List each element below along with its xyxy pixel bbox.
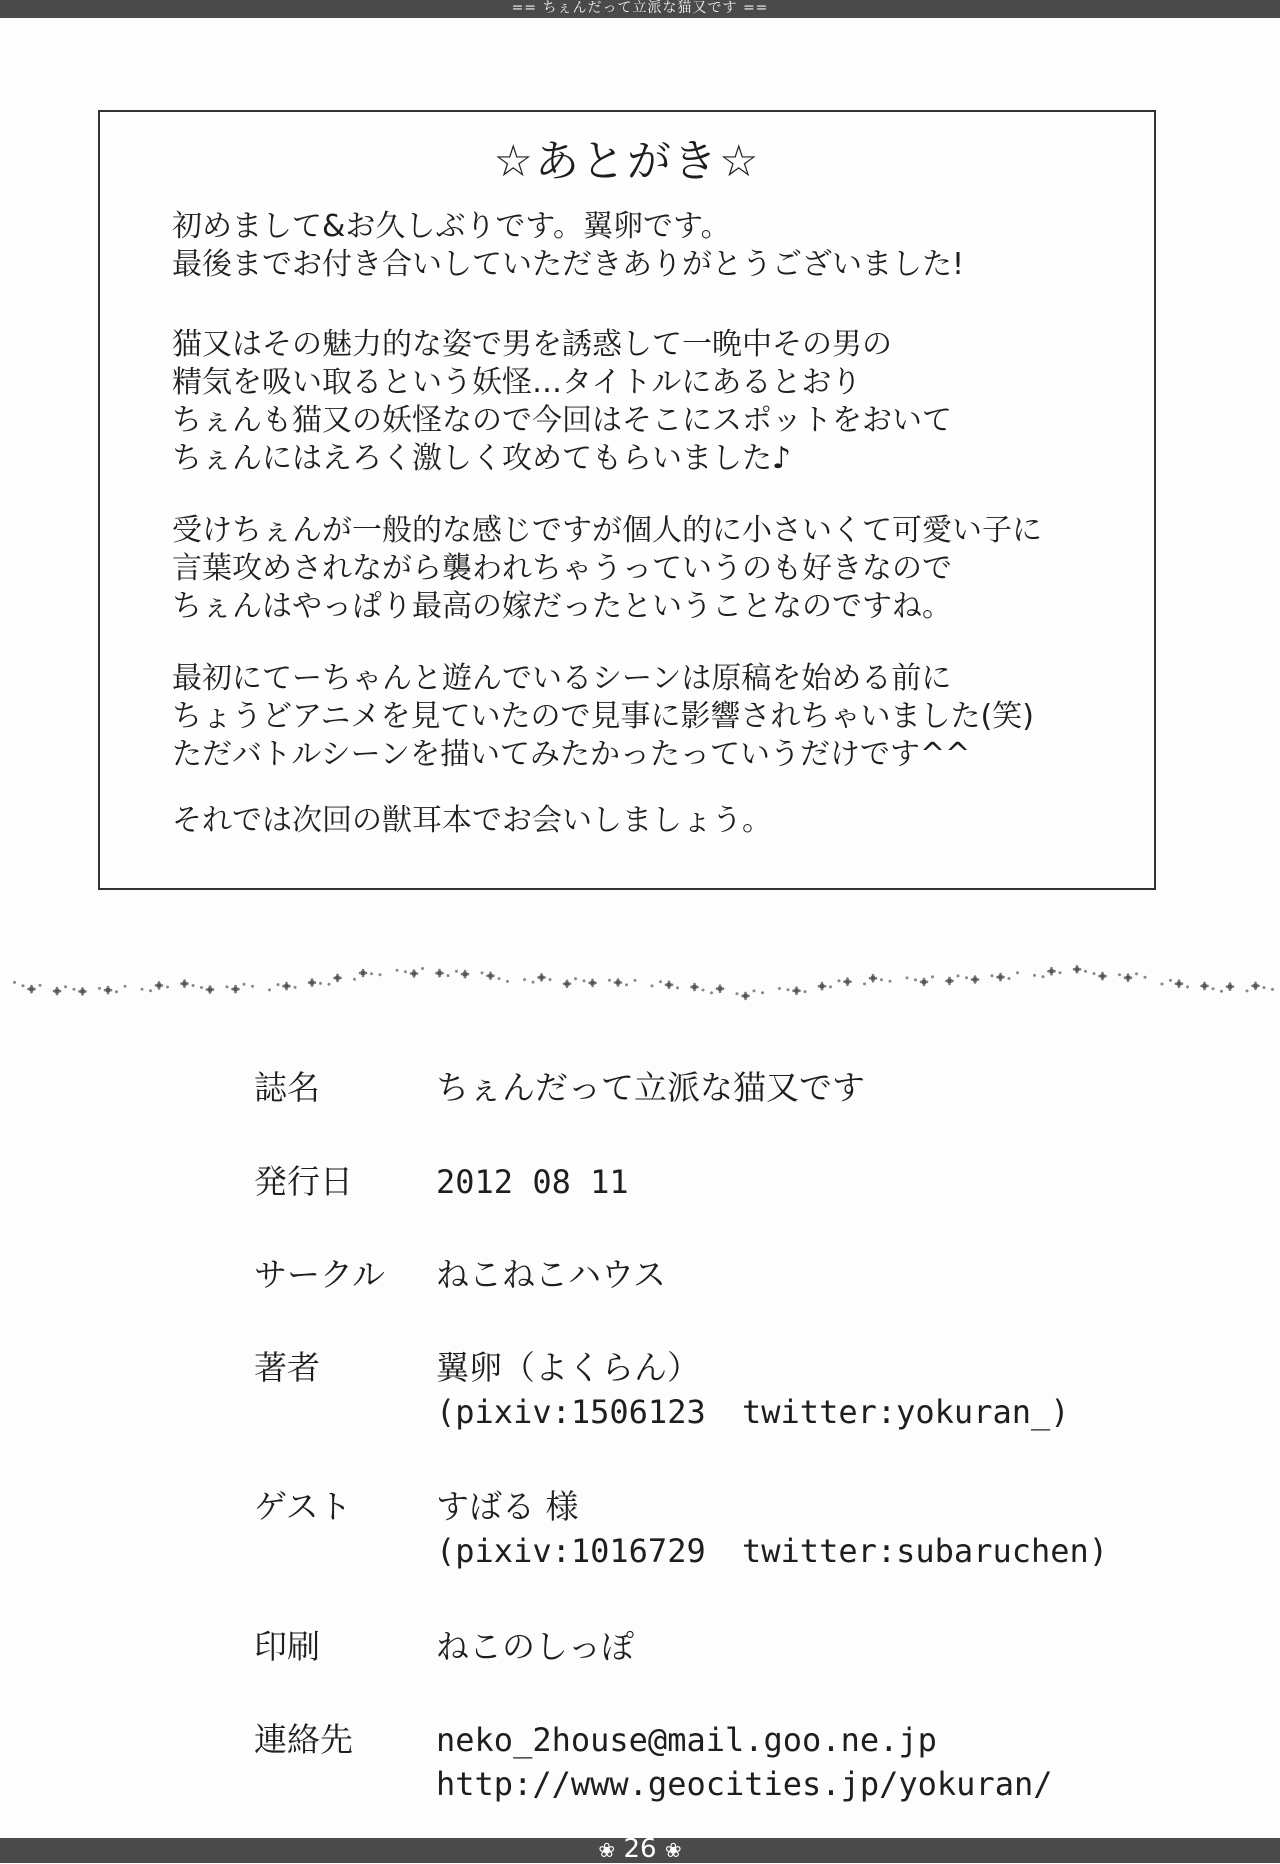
page-number-badge: [565, 1835, 715, 1863]
flower-petal: [486, 975, 489, 978]
flower-petal: [722, 987, 725, 990]
flower-petal: [543, 976, 546, 979]
flower-icon: [421, 967, 424, 970]
flower-icon: [22, 984, 25, 987]
flower-icon: [1135, 972, 1138, 975]
flower-petal: [872, 980, 875, 983]
flower-petal: [365, 972, 368, 975]
flower-icon: [880, 978, 883, 981]
flower-petal: [336, 980, 339, 983]
flower-petal: [591, 985, 594, 988]
flower-icon: [532, 981, 535, 984]
flower-petal: [1254, 982, 1257, 985]
flower-petal: [875, 977, 878, 980]
flower-petal: [846, 977, 849, 980]
flower-petal: [359, 972, 362, 975]
flower-petal: [155, 984, 158, 987]
flower-petal: [1127, 979, 1130, 982]
flower-icon: [523, 978, 526, 981]
flower-petal: [107, 992, 110, 995]
flower-petal: [1073, 968, 1076, 971]
flower-icon: [396, 969, 399, 972]
flower-petal: [948, 983, 951, 986]
paw-icon: ❀: [598, 1838, 616, 1862]
flower-icon: [889, 980, 892, 983]
flower-icon: [353, 978, 356, 981]
flower-icon: [651, 984, 654, 987]
guest-name: すばる 様: [436, 1487, 579, 1526]
paw-icon: ❀: [664, 1838, 682, 1862]
flower-petal: [311, 978, 314, 981]
flower-icon: [991, 974, 994, 977]
flower-petal: [846, 983, 849, 986]
flower-icon: [1042, 975, 1045, 978]
flower-petal: [920, 981, 923, 984]
flower-petal: [821, 988, 824, 991]
flower-petal: [614, 981, 617, 984]
flower-petal: [56, 993, 59, 996]
flower-petal: [56, 987, 59, 990]
flower-petal: [59, 990, 62, 993]
flower-petal: [569, 983, 572, 986]
flower-petal: [668, 987, 671, 990]
flower-petal: [81, 993, 84, 996]
flower-petal: [566, 986, 569, 989]
date-label: 発行日: [254, 1162, 353, 1201]
flower-petal: [996, 976, 999, 979]
author-name: 翼卵（よくらん）: [436, 1348, 700, 1387]
afterword-box: [98, 110, 1156, 890]
flower-petal: [438, 975, 441, 978]
flower-icon: [73, 988, 76, 991]
flower-icon: [200, 986, 203, 989]
flower-icon: [659, 980, 662, 983]
flower-icon: [1169, 979, 1172, 982]
flower-petal: [27, 988, 30, 991]
flower-petal: [209, 985, 212, 988]
flower-icon: [268, 988, 271, 991]
flower-petal: [1229, 988, 1232, 991]
flower-petal: [926, 981, 929, 984]
flower-petal: [410, 972, 413, 975]
flower-petal: [231, 988, 234, 991]
flower-icon: [98, 987, 101, 990]
flower-petal: [78, 990, 81, 993]
flower-icon: [753, 989, 756, 992]
flower-petal: [362, 969, 365, 972]
flower-petal: [158, 981, 161, 984]
flower-icon: [574, 977, 577, 980]
flower-petal: [1251, 985, 1254, 988]
flower-petal: [668, 981, 671, 984]
flower-petal: [869, 977, 872, 980]
flower-petal: [824, 985, 827, 988]
flower-icon: [506, 980, 509, 983]
flower-icon: [1093, 972, 1096, 975]
flower-petal: [186, 982, 189, 985]
flower-icon: [1033, 974, 1036, 977]
flower-icon: [549, 978, 552, 981]
flower-icon: [379, 973, 382, 976]
flower-petal: [1254, 988, 1257, 991]
flower-petal: [974, 975, 977, 978]
author-pixiv: (pixiv:1506123: [436, 1393, 706, 1431]
flower-petal: [945, 980, 948, 983]
contact-label: 連絡先: [254, 1720, 353, 1759]
afterword-paragraph: それでは次回の獣耳本でお会いしましょう。: [172, 803, 772, 838]
flower-petal: [288, 985, 291, 988]
flower-icon: [319, 982, 322, 985]
flower-icon: [1246, 989, 1249, 992]
flower-icon: [251, 985, 254, 988]
flower-icon: [957, 974, 960, 977]
flower-icon: [498, 977, 501, 980]
flower-icon: [965, 976, 968, 979]
flower-petal: [81, 987, 84, 990]
flower-petal: [696, 986, 699, 989]
flower-icon: [1161, 983, 1164, 986]
flower-icon: [1212, 987, 1215, 990]
flower-icon: [404, 970, 407, 973]
flower-petal: [285, 982, 288, 985]
flower-petal: [999, 973, 1002, 976]
flower-petal: [441, 972, 444, 975]
flower-petal: [435, 972, 438, 975]
flower-petal: [461, 973, 464, 976]
flower-petal: [821, 982, 824, 985]
flower-icon: [455, 970, 458, 973]
flower-petal: [872, 974, 875, 977]
flower-petal: [977, 978, 980, 981]
flower-icon: [1059, 971, 1062, 974]
flower-icon: [608, 979, 611, 982]
flower-icon: [166, 986, 169, 989]
flower-petal: [923, 978, 926, 981]
flower-petal: [209, 991, 212, 994]
flower-icon: [1084, 970, 1087, 973]
flower-petal: [617, 984, 620, 987]
circle-value: ねこねこハウス: [436, 1255, 667, 1294]
flower-petal: [110, 989, 113, 992]
flower-icon: [761, 991, 764, 994]
flower-petal: [234, 985, 237, 988]
flower-petal: [1200, 985, 1203, 988]
flower-icon: [328, 983, 331, 986]
flower-petal: [1079, 968, 1082, 971]
flower-icon: [243, 983, 246, 986]
flower-icon: [1271, 988, 1274, 991]
title-value: ちぇんだって立派な猫又です: [436, 1068, 865, 1107]
flower-petal: [566, 980, 569, 983]
flower-petal: [690, 986, 693, 989]
afterword-title: ☆あとがき☆: [493, 136, 761, 187]
flower-icon: [447, 974, 450, 977]
printer-value: ねこのしっぽ: [436, 1627, 634, 1666]
flower-petal: [183, 979, 186, 982]
date-value: 2012 08 11: [436, 1163, 629, 1201]
afterword-paragraph: 猫又はその魅力的な姿で男を誘惑して一晩中その男の 精気を吸い取るという妖怪…タイトルにあるとおり ちぇんも猫又の妖怪なので今回はそこにスポットをおいて ちぇんにはえろく激しく攻めてもらいました♪: [172, 327, 952, 476]
flower-petal: [333, 977, 336, 980]
flower-petal: [84, 990, 87, 993]
flower-petal: [540, 979, 543, 982]
flower-icon: [931, 975, 934, 978]
flower-icon: [277, 983, 280, 986]
afterword-paragraph: 初めまして&お久しぶりです。翼卵です。 最後までお付き合いしていただきありがとうございました!: [172, 209, 965, 282]
flower-petal: [464, 976, 467, 979]
flower-petal: [1076, 965, 1079, 968]
flower-petal: [1053, 970, 1056, 973]
flower-petal: [1229, 982, 1232, 985]
flower-petal: [849, 980, 852, 983]
flower-icon: [710, 991, 713, 994]
flower-petal: [438, 969, 441, 972]
flower-petal: [744, 998, 747, 1001]
flower-petal: [308, 981, 311, 984]
flower-icon: [1220, 990, 1223, 993]
flower-icon: [906, 976, 909, 979]
flower-petal: [951, 980, 954, 983]
flower-petal: [1178, 979, 1181, 982]
flower-icon: [294, 986, 297, 989]
flower-petal: [53, 990, 56, 993]
flower-petal: [1178, 985, 1181, 988]
flower-petal: [693, 983, 696, 986]
guest-twitter: twitter:subaruchen): [742, 1532, 1109, 1570]
flower-petal: [719, 984, 722, 987]
guest-pixiv: (pixiv:1016729: [436, 1532, 706, 1570]
flower-petal: [744, 992, 747, 995]
flower-icon: [787, 988, 790, 991]
flower-petal: [30, 985, 33, 988]
flower-icon: [778, 987, 781, 990]
title-label: 誌名: [254, 1068, 320, 1107]
flower-petal: [1101, 972, 1104, 975]
flower-petal: [33, 988, 36, 991]
flower-icon: [829, 985, 832, 988]
flower-petal: [818, 985, 821, 988]
flower-petal: [492, 975, 495, 978]
flower-petal: [1050, 973, 1053, 976]
flower-petal: [311, 984, 314, 987]
author-twitter: twitter:yokuran_): [742, 1393, 1070, 1431]
flower-petal: [339, 977, 342, 980]
flower-icon: [481, 971, 484, 974]
flower-icon: [736, 992, 739, 995]
contact-email: neko_2house@mail.goo.ne.jp: [436, 1721, 937, 1759]
flower-icon: [141, 988, 144, 991]
flower-icon: [1016, 971, 1019, 974]
guest-label: ゲスト: [254, 1487, 352, 1526]
flower-petal: [107, 986, 110, 989]
flower-petal: [1104, 975, 1107, 978]
flower-petal: [234, 991, 237, 994]
flower-icon: [192, 984, 195, 987]
flower-petal: [489, 978, 492, 981]
flower-petal: [1130, 976, 1133, 979]
flower-petal: [314, 981, 317, 984]
flower-petal: [489, 972, 492, 975]
flower-petal: [1232, 985, 1235, 988]
flower-petal: [416, 972, 419, 975]
afterword-paragraph: 受けちぇんが一般的な感じですが個人的に小さいくて可愛い子に 言葉攻めされながら襲われちゃうっていうのも好きなので ちぇんはやっぱり最高の嫁だったということなのですね。: [172, 513, 1042, 624]
flower-icon: [39, 984, 42, 987]
flower-petal: [1175, 982, 1178, 985]
flower-petal: [974, 981, 977, 984]
flower-icon: [64, 985, 67, 988]
flower-icon: [13, 981, 16, 984]
flower-petal: [588, 982, 591, 985]
page-number: 26: [623, 1834, 657, 1864]
flower-petal: [413, 975, 416, 978]
flower-icon: [1263, 986, 1266, 989]
flower-petal: [1257, 985, 1260, 988]
flower-petal: [671, 984, 674, 987]
flower-petal: [948, 977, 951, 980]
afterword-paragraph: 最初にてーちゃんと遊んでいるシーンは原稿を始める前に ちょうどアニメを見ていたので見事に影響されちゃいました(笑) ただバトルシーンを描いてみたかったっていうだけです^^: [172, 661, 1034, 772]
flower-icon: [370, 972, 373, 975]
flower-icon: [115, 990, 118, 993]
flower-divider: [0, 938, 1280, 1018]
flower-petal: [1076, 971, 1079, 974]
contact-url: http://www.geocities.jp/yokuran/: [436, 1765, 1053, 1803]
flower-petal: [336, 974, 339, 977]
flower-petal: [795, 992, 798, 995]
flower-icon: [625, 983, 628, 986]
flower-icon: [702, 989, 705, 992]
flower-petal: [206, 988, 209, 991]
flower-icon: [914, 978, 917, 981]
flower-icon: [676, 986, 679, 989]
flower-icon: [863, 982, 866, 985]
flower-petal: [467, 973, 470, 976]
flower-petal: [282, 985, 285, 988]
flower-petal: [1124, 976, 1127, 979]
flower-petal: [537, 976, 540, 979]
flower-petal: [1050, 967, 1053, 970]
flower-icon: [226, 985, 229, 988]
flower-petal: [1002, 976, 1005, 979]
flower-petal: [741, 995, 744, 998]
flower-petal: [594, 982, 597, 985]
flower-icon: [1008, 977, 1011, 980]
flower-petal: [563, 983, 566, 986]
flower-petal: [971, 978, 974, 981]
flower-petal: [1181, 982, 1184, 985]
flower-petal: [716, 987, 719, 990]
author-label: 著者: [254, 1348, 320, 1387]
flower-petal: [923, 984, 926, 987]
flower-icon: [1186, 985, 1189, 988]
flower-petal: [792, 989, 795, 992]
flower-petal: [747, 995, 750, 998]
flower-petal: [285, 988, 288, 991]
flower-petal: [798, 989, 801, 992]
flower-petal: [30, 991, 33, 994]
flower-petal: [1203, 982, 1206, 985]
flower-petal: [413, 969, 416, 972]
running-header: [0, 0, 1280, 18]
flower-petal: [158, 987, 161, 990]
flower-petal: [1226, 985, 1229, 988]
flower-petal: [237, 988, 240, 991]
flower-petal: [719, 990, 722, 993]
flower-petal: [161, 984, 164, 987]
flower-petal: [104, 989, 107, 992]
flower-petal: [617, 978, 620, 981]
flower-icon: [149, 989, 152, 992]
flower-petal: [1127, 973, 1130, 976]
flower-petal: [843, 980, 846, 983]
circle-label: サークル: [254, 1255, 386, 1294]
printer-label: 印刷: [254, 1627, 320, 1666]
flower-petal: [693, 989, 696, 992]
flower-icon: [583, 979, 586, 982]
flower-icon: [124, 985, 127, 988]
flower-icon: [1118, 973, 1121, 976]
flower-icon: [634, 979, 637, 982]
flower-petal: [1101, 978, 1104, 981]
flower-petal: [540, 973, 543, 976]
running-title: == ちぇんだって立派な猫又です ==: [511, 0, 769, 16]
flower-petal: [212, 988, 215, 991]
flower-petal: [795, 986, 798, 989]
flower-petal: [591, 979, 594, 982]
flower-icon: [804, 990, 807, 993]
flower-petal: [1098, 975, 1101, 978]
flower-petal: [1047, 970, 1050, 973]
flower-petal: [362, 975, 365, 978]
flower-petal: [620, 981, 623, 984]
flower-icon: [1144, 976, 1147, 979]
flower-petal: [183, 985, 186, 988]
flower-petal: [180, 982, 183, 985]
flower-icon: [838, 979, 841, 982]
flower-petal: [665, 984, 668, 987]
flower-petal: [1203, 988, 1206, 991]
flower-petal: [999, 979, 1002, 982]
flower-petal: [1206, 985, 1209, 988]
flower-petal: [464, 970, 467, 973]
